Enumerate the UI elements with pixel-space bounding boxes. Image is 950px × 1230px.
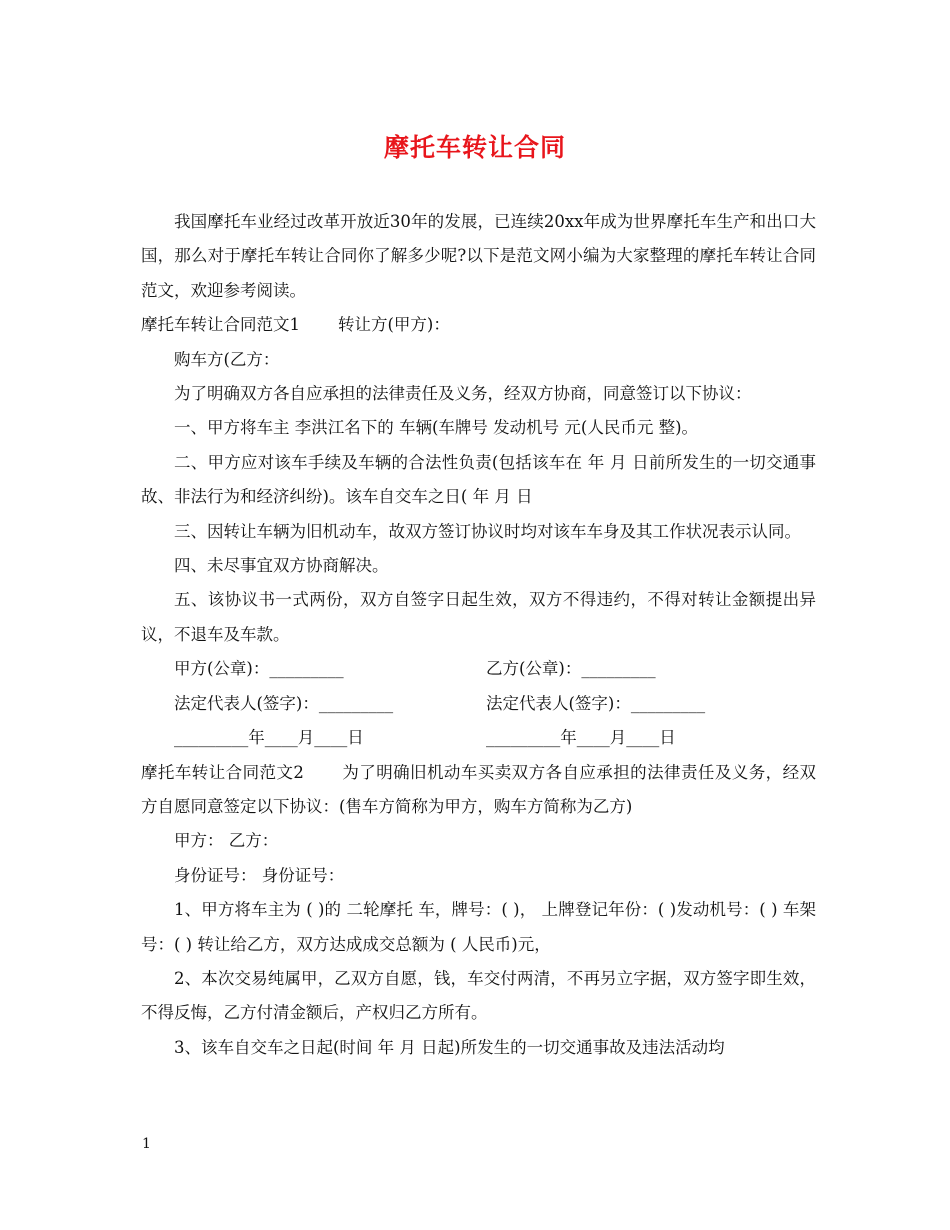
clause1-4: 四、未尽事宜双方协商解决。 (174, 556, 389, 576)
sample1-buyer: 购车方(乙方： (174, 349, 280, 369)
signature-date-row (141, 721, 816, 755)
party-b-representative: 法定代表人(签字)：_________ (486, 693, 706, 713)
party-a-seal: 甲方(公章)：_________ (174, 659, 344, 679)
clause1-5: 五、该协议书一式两份，双方自签字日起生效，双方不得违约，不得对转让金额提出异议，不退车及车款。 (141, 590, 816, 644)
sample1-transferor: 转让方(甲方)： (338, 315, 450, 335)
party-b-date: _________年____月____日 (486, 728, 676, 748)
sample1-heading-row (141, 308, 816, 342)
id-numbers2: 身份证号： 身份证号： (174, 865, 345, 885)
sample1-purpose: 为了明确双方各自应承担的法律责任及义务，经双方协商，同意签订以下协议： (174, 384, 752, 404)
party-a-representative: 法定代表人(签字)：_________ (174, 693, 394, 713)
clause2-1: 1、甲方将车主为 ( )的 二轮摩托 车，牌号：( )， 上牌登记年份：( )发动机号：( ) 车架号：( ) 转让给乙方，双方达成成交总额为 ( 人民币)元， (141, 900, 816, 954)
parties2: 甲方： 乙方： (174, 831, 279, 851)
party-a-date: _________年____月____日 (174, 728, 364, 748)
sample1-heading: 摩托车转让合同范文1 (141, 315, 300, 335)
sample2-paragraph (141, 756, 816, 825)
signature-rep-row (141, 687, 816, 721)
party-b-seal: 乙方(公章)：_________ (486, 659, 656, 679)
document-body (141, 205, 816, 1065)
heading-gap (300, 308, 338, 342)
clause2-2: 2、本次交易纯属甲，乙双方自愿，钱，车交付两清，不再另立字据，双方签字即生效，不得反悔，乙方付清金额后，产权归乙方所有。 (141, 968, 816, 1023)
signature-seal-row (141, 652, 816, 686)
page-number: 1 (142, 1136, 151, 1152)
clause1-3: 三、因转让车辆为旧机动车，故双方签订协议时均对该车车身及其工作状况表示认同。 (174, 521, 801, 541)
clause1-2: 二、甲方应对该车手续及车辆的合法性负责(包括该车在 年 月 日前所发生的一切交通事故、非法行为和经济纠纷)。该车自交车之日( 年 月 日 (141, 452, 816, 507)
intro-paragraph: 我国摩托车业经过改革开放近30年的发展，已连续20xx年成为世界摩托车生产和出口大国，那么对于摩托车转让合同你了解多少呢?以下是范文网小编为大家整理的摩托车转让合同范文，欢迎参考阅读。 (141, 212, 816, 300)
sample2-heading: 摩托车转让合同范文2 (141, 762, 304, 782)
clause1-1: 一、甲方将车主 李洪江名下的 车辆(车牌号 发动机号 元(人民币元 整)。 (174, 418, 699, 438)
sample2-intro: 为了明确旧机动车买卖双方各自应承担的法律责任及义务，经双方自愿同意签定以下协议：(售车方简称为甲方，购车方简称为乙方) (141, 762, 816, 816)
clause2-3: 3、该车自交车之日起(时间 年 月 日起)所发生的一切交通事故及违法活动均 (174, 1037, 725, 1057)
document-title: 摩托车转让合同 (383, 133, 566, 162)
